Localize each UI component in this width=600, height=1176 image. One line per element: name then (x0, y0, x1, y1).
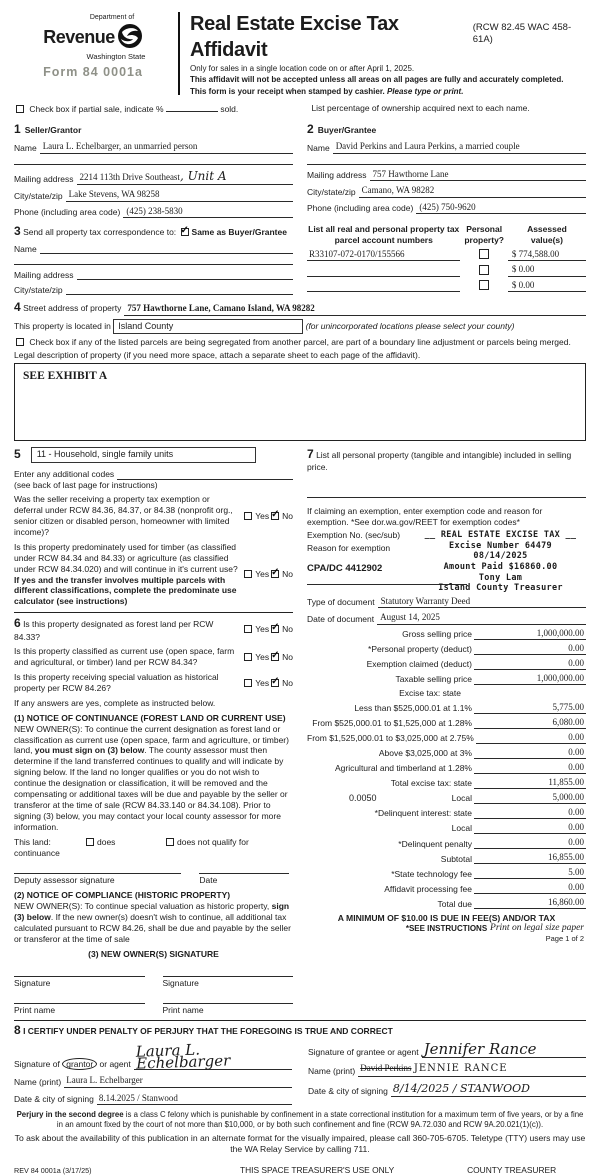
grantee-signature-handwriting: Jennifer Rance (423, 1040, 537, 1059)
exemption-deferral-question: Was the seller receiving a property tax exemption or deferral under RCW 84.36, 84.37, or 84.38 (nonprofit org., senior citizen or disabled person, homeowner with limited income)? (14, 494, 233, 538)
fee-amount-field[interactable]: 1,000,000.00 (474, 673, 586, 686)
excise-tax-state-header: Excise tax: state (399, 688, 461, 699)
personal-property-list-label: List all personal property (tangible and intangible) included in selling price. (307, 450, 572, 473)
fee-row (307, 762, 586, 775)
fee-label: *Delinquent interest: state (374, 808, 472, 819)
seller-name-line-2[interactable] (14, 154, 293, 165)
assessed-value-field[interactable]: $ 0.00 (508, 264, 586, 277)
historic-property-answer: Yes ✓ No (242, 678, 293, 689)
header-divider (178, 12, 180, 95)
buyer-city-label: City/state/zip (307, 186, 356, 197)
notice-continuance-body: NEW OWNER(S): To continue the current designation as forest land or classification as current use (open space, farm and agriculture, or timber) land, you must sign on (3) below. The county assessor must then determine if the land transferred continues to qualify and will indicate by signing below. If the land no longer qualifies or you do not wish to continue the designation or classification, it will be removed and the compensating or additional taxes will be due and payable by the seller or transferor at the time of sale (RCW 84.33.140 or 84.34.108). Prior to signing (3) below, you may contact your local county assessor for more information. (14, 723, 289, 832)
section-8-number: 8 (14, 1023, 21, 1038)
parcel-row (307, 249, 586, 262)
personal-property-col-header: Personal property? (464, 224, 504, 245)
notice-compliance-title: (2) NOTICE OF COMPLIANCE (HISTORIC PROPERTY) (14, 890, 231, 901)
no-checkbox[interactable] (271, 570, 279, 578)
corr-mailing-label: Mailing address (14, 269, 74, 280)
additional-codes-field[interactable] (117, 469, 293, 480)
parcel-number-field[interactable] (307, 281, 460, 292)
fee-label: Above $3,025,000 at 3% (378, 748, 472, 759)
footer-row (14, 1165, 586, 1176)
corr-name-label: Name (14, 243, 37, 254)
yes-checkbox[interactable] (244, 625, 252, 633)
county-treasurer-label: COUNTY TREASURER (467, 1164, 557, 1175)
segregated-label: Check box if any of the listed parcels are being segregated from another parcel, are part of a boundary line adjustment or parcels being merged. (29, 337, 571, 348)
corr-mailing-field[interactable] (77, 269, 293, 280)
fee-row (307, 867, 586, 880)
rev-number: REV 84 0001a (3/17/25) (14, 1165, 92, 1175)
title-rcw-ref: (RCW 82.45 WAC 458-61A) (472, 22, 572, 46)
dept-of-label: Department of (89, 14, 135, 21)
exemption-no-label: Exemption No. (sec/sub) (307, 530, 401, 540)
section-2-title: Buyer/Grantee (317, 124, 377, 135)
fee-label: Local (451, 793, 472, 804)
grantor-circled-word: grantor (62, 1058, 97, 1070)
fee-label: Total excise tax: state (390, 778, 472, 789)
seller-phone-label: Phone (including area code) (14, 207, 121, 218)
tax-correspondence-section (14, 222, 293, 295)
fee-label: Less than $525,000.01 at 1.1% (354, 703, 472, 714)
fee-row (307, 658, 586, 671)
parcel-row (307, 264, 586, 277)
cpa-dc-number: CPA/DC 4412902 (307, 562, 383, 574)
does-qualify-checkbox[interactable] (86, 838, 94, 846)
new-owner-print-name-field-1[interactable]: Print name (14, 1003, 145, 1016)
use-classification-column (14, 447, 293, 1016)
assessed-value-col-header: Assessed value(s) (527, 224, 567, 245)
fee-row (307, 897, 586, 910)
notice-compliance-body: NEW OWNER(S): To continue special valuation as historic property, sign (3) below. If the new owner(s) doesn't wish to continue, all additional tax calculated pursuant to RCW 84.26, shall be due and payable by the seller or transferor at the time of sale (14, 900, 291, 944)
timber-agriculture-question: Is this property predominately used for timber (as classified under RCW 84.34 and 84.33) or agriculture (as classified under RCW 84.34.020) and will continue in it's current use? If yes and the transfer involves multiple parcels with different classifications, complete the predominate use calculator (see instructions) (14, 541, 238, 607)
fee-amount-field[interactable]: 0.00 (474, 658, 586, 671)
section-7-number: 7 (307, 447, 314, 462)
current-use-question: Is this property classified as current use (open space, farm and agricultural, or timber) land per RCW 84.34? (14, 646, 235, 668)
fee-label: Taxable selling price (395, 674, 472, 685)
fee-row (307, 732, 586, 745)
fee-amount-field[interactable]: 16,860.00 (474, 897, 586, 910)
grantee-date-city-label: Date & city of signing (308, 1086, 388, 1097)
buyer-city-field[interactable]: Camano, WA 98282 (359, 185, 586, 198)
grantee-print-name-label: Name (print) (308, 1066, 356, 1077)
perjury-notice: Perjury in the second degree is a class C felony which is punishable by confinement in a state correctional institution for a maximum term of five years, or by a fine in an amount fixed by the court of not more than $10,000, or by both such confinement and fine (RCW 9A.72.030 and RCW 9A.20.021(1)(c)). (16, 1110, 584, 1130)
grantee-date-city-field[interactable] (391, 1082, 586, 1097)
fee-amount-field[interactable]: 11,855.00 (474, 777, 586, 790)
buyer-section (307, 119, 586, 218)
seller-section (14, 119, 293, 218)
header (14, 10, 586, 97)
treasurer-stamp (415, 530, 586, 594)
header-note-2: This affidavit will not be accepted unless all areas on all pages are fully and accurately completed. (190, 75, 564, 85)
revenue-wordmark: Revenue (43, 26, 115, 47)
fee-row (307, 792, 586, 805)
parcel-number-field[interactable]: R33107-072-0170/155566 (307, 249, 460, 262)
assessed-value-field[interactable]: $ 774,588.00 (508, 249, 586, 262)
buyer-name-field[interactable]: David Perkins and Laura Perkins, a married couple (333, 141, 586, 154)
grantee-date-handwriting: 8/14/2025 / STANWOOD (392, 1082, 530, 1096)
property-location-section (14, 300, 586, 441)
current-use-answer: Yes ✓ No (242, 652, 293, 663)
fee-label: From $525,000.01 to $1,525,000 at 1.28% (312, 718, 472, 729)
grantor-signature-handwriting: Laura L. Echelbarger (135, 1040, 231, 1074)
print-instructions (490, 922, 584, 944)
section-3-number: 3 (14, 224, 21, 239)
seller-phone-field[interactable]: (425) 238-5830 (123, 206, 293, 219)
grantor-signature-block (14, 1038, 292, 1105)
header-note-3: This form is your receipt when stamped by cashier. Please type or print. (190, 86, 464, 96)
see-instructions-note: *SEE INSTRUCTIONS (405, 924, 488, 934)
fee-row (307, 643, 586, 656)
fee-row (307, 747, 586, 760)
fee-row (307, 717, 586, 730)
timber-agriculture-answer: Yes ✓ No (242, 569, 293, 580)
legal-description-value: SEE EXHIBIT A (23, 370, 108, 383)
fee-row (307, 807, 586, 820)
page-title: Real Estate Excise Tax Affidavit (190, 13, 399, 61)
seller-name-field[interactable]: Laura L. Echelbarger, an unmarried person (40, 141, 293, 154)
buyer-phone-field[interactable]: (425) 750-9620 (416, 202, 586, 215)
certify-statement: I CERTIFY UNDER PENALTY OF PERJURY THAT THE FOREGOING IS TRUE AND CORRECT (23, 1026, 393, 1037)
fee-amount-field[interactable]: 5,775.00 (474, 702, 586, 715)
treasurer-use-only-label: THIS SPACE TREASURER'S USE ONLY (240, 1164, 395, 1175)
fee-label: *State technology fee (391, 868, 472, 879)
washington-state-label: Washington State (86, 51, 146, 61)
grantee-signature-field[interactable] (422, 1040, 586, 1059)
section-4-number: 4 (14, 300, 21, 315)
seller-city-label: City/state/zip (14, 190, 63, 201)
fee-row (307, 673, 586, 686)
type-of-document-label: Type of document (307, 597, 375, 608)
personal-property-checkbox[interactable] (479, 280, 489, 290)
fee-label: *Personal property (deduct) (368, 644, 472, 655)
reason-for-exemption-label: Reason for exemption (307, 542, 391, 553)
accessibility-notice: To ask about the availability of this publication in an alternate format for the visually impaired, please call 360-705-6705. Teletype (TTY) users may use the WA Relay Service by calling 711. (14, 1132, 586, 1154)
stamp-excise-number: Excise Number 64479 (449, 540, 552, 551)
seller-mailing-label: Mailing address (14, 174, 74, 185)
seller-unit-handwriting: , Unit A (179, 168, 227, 183)
fee-amount-field[interactable]: 0.00 (474, 822, 586, 835)
assessed-value-field[interactable]: $ 0.00 (508, 280, 586, 293)
personal-property-checkbox[interactable] (479, 249, 489, 259)
section-6-number: 6 (14, 616, 21, 631)
grantee-name-handwriting: JENNIE RANCE (413, 1063, 508, 1075)
fee-amount-field[interactable]: 0.00 (474, 837, 586, 850)
forest-land-question: Is this property designated as forest land per RCW 84.33? (14, 619, 214, 642)
ownership-note: List percentage of ownership acquired next to each name. (311, 102, 530, 113)
fee-table (307, 628, 586, 910)
correspondence-label: Send all property tax correspondence to: (23, 227, 177, 238)
fee-amount-field[interactable]: 5.00 (474, 867, 586, 880)
buyer-name-label: Name (307, 142, 330, 153)
section-5-number: 5 (14, 447, 21, 462)
new-owner-print-name-field-2[interactable]: Print name (163, 1003, 294, 1016)
form-number: Form 84 0001a (43, 65, 143, 80)
notice-continuance-title: (1) NOTICE OF CONTINUANCE (FOREST LAND OR CURRENT USE) (14, 712, 286, 723)
forest-land-answer: Yes ✓ No (242, 624, 293, 635)
fee-label: Affidavit processing fee (384, 883, 472, 894)
fee-row (307, 837, 586, 850)
fee-amount-field[interactable]: 5,000.00 (474, 792, 586, 805)
located-in-label: This property is located in (14, 320, 111, 331)
grantee-print-name-field[interactable] (358, 1063, 586, 1077)
does-label: does (97, 837, 116, 848)
buyer-mailing-field[interactable]: 757 Hawthorne Lane (370, 169, 586, 182)
county-select[interactable]: Island County (113, 319, 303, 335)
new-owners-signature-title: (3) NEW OWNER(S) SIGNATURE (88, 949, 219, 960)
no-checkbox[interactable] (271, 512, 279, 520)
fee-amount-field[interactable]: 0.00 (474, 882, 586, 895)
seller-mailing-field[interactable]: 2214 113th Drive Southeast, Unit A (77, 169, 293, 185)
legal-description-box[interactable] (14, 363, 586, 441)
fee-label: Exemption claimed (deduct) (366, 659, 472, 670)
grantor-signature-field[interactable] (134, 1040, 292, 1074)
partial-sale-sold-label: sold. (220, 103, 239, 114)
deputy-assessor-date-field[interactable]: Date (199, 873, 288, 886)
fee-amount-field[interactable]: 0.00 (476, 732, 586, 745)
same-as-buyer-checkbox[interactable] (181, 228, 189, 236)
fee-row (307, 852, 586, 865)
additional-codes-note: (see back of last page for instructions) (14, 479, 158, 490)
corr-name-line-2[interactable] (14, 254, 293, 265)
fee-amount-field[interactable]: 16,855.00 (474, 852, 586, 865)
fee-amount-field[interactable]: 1,000,000.00 (474, 628, 586, 641)
buyer-mailing-label: Mailing address (307, 170, 367, 181)
land-use-code-select[interactable]: 11 - Household, single family units (31, 447, 256, 463)
stamp-title: __ REAL ESTATE EXCISE TAX __ (424, 530, 577, 540)
grantee-name-struck: David Perkins (360, 1063, 412, 1074)
yes-checkbox[interactable] (244, 653, 252, 661)
dor-swirl-icon (117, 23, 143, 52)
exemption-deferral-answer: Yes ✓ No (242, 511, 293, 522)
dor-logo-block (14, 10, 172, 97)
no-checkbox[interactable] (271, 679, 279, 687)
no-checkbox[interactable] (271, 653, 279, 661)
same-as-buyer-label: Same as Buyer/Grantee (191, 227, 287, 238)
fee-label: Agricultural and timberland at 1.28% (334, 763, 472, 774)
fee-amount-field[interactable]: 0.00 (474, 747, 586, 760)
page-indicator: Page 1 of 2 (545, 934, 584, 944)
new-owner-signature-field-2[interactable]: Signature (163, 976, 294, 989)
fee-label: *Delinquent penalty (398, 838, 472, 849)
no-checkbox[interactable] (271, 625, 279, 633)
additional-codes-label: Enter any additional codes (14, 468, 115, 479)
grantor-signature-label: Signature of grantor or agent (14, 1059, 131, 1070)
section-1-number: 1 (14, 121, 21, 136)
corr-city-field[interactable] (66, 284, 293, 295)
grantor-print-name-field[interactable]: Laura L. Echelbarger (64, 1075, 292, 1088)
fee-row (307, 628, 586, 641)
exemption-note: If claiming an exemption, enter exemption code and reason for exemption. *See dor.wa.gov/REET for exemption codes* (307, 506, 543, 528)
street-address-label: Street address of property (23, 303, 122, 314)
buyer-name-line-2[interactable] (307, 154, 586, 165)
historic-property-question: Is this property receiving special valuation as historical property per RCW 84.26? (14, 672, 219, 694)
parcel-row (307, 280, 586, 293)
legal-description-label: Legal description of property (if you need more space, attach a separate sheet to each page of the affidavit). (14, 350, 421, 361)
county-note: (for unincorporated locations please select your county) (305, 320, 515, 331)
deputy-assessor-signature-field[interactable]: Deputy assessor signature (14, 873, 181, 886)
new-owner-signature-field-1[interactable]: Signature (14, 976, 145, 989)
type-of-document-field[interactable]: Statutory Warranty Deed (378, 596, 586, 609)
fee-row (307, 777, 586, 790)
does-not-label: does not qualify for (177, 837, 249, 848)
fee-amount-field[interactable]: 0.00 (474, 762, 586, 775)
fee-label: Gross selling price (402, 629, 472, 640)
fee-row (307, 882, 586, 895)
date-of-document-field[interactable]: August 14, 2025 (377, 612, 586, 625)
does-not-qualify-checkbox[interactable] (166, 838, 174, 846)
personal-property-list-field[interactable] (307, 487, 586, 498)
yes-checkbox[interactable] (244, 679, 252, 687)
fee-label: From $1,525,000.01 to $3,025,000 at 2.75% (307, 733, 474, 744)
parcel-number-field[interactable] (307, 266, 460, 277)
grantee-signature-block (308, 1038, 586, 1105)
corr-name-field[interactable] (40, 243, 293, 254)
yes-checkbox[interactable] (244, 570, 252, 578)
fee-label: Local (451, 823, 472, 834)
section-1-title: Seller/Grantor (24, 124, 82, 135)
header-note-1: Only for sales in a single location code on or after April 1, 2025. (190, 64, 415, 74)
local-rate-value: 0.0050 (349, 792, 377, 803)
parcel-table (307, 222, 586, 295)
grantee-signature-label: Signature of grantee or agent (308, 1047, 419, 1058)
corr-city-label: City/state/zip (14, 284, 63, 295)
segregated-checkbox[interactable] (16, 338, 24, 346)
date-of-document-label: Date of document (307, 613, 375, 624)
minimum-due-note: A MINIMUM OF $10.00 IS DUE IN FEE(S) AND/OR TAX (337, 913, 556, 924)
certification-section (14, 1020, 586, 1105)
legal-size-note: Print on legal size paper (490, 923, 584, 934)
stamp-treasurer-title: Island County Treasurer (438, 583, 563, 594)
parcel-col-header: List all real and personal property tax parcel account numbers (308, 224, 460, 245)
forest-land-section (14, 612, 293, 694)
if-yes-note: If any answers are yes, complete as instructed below. (14, 697, 216, 708)
grantor-print-name-label: Name (print) (14, 1076, 62, 1087)
fee-amount-field[interactable]: 6,080.00 (474, 717, 586, 730)
buyer-phone-label: Phone (including area code) (307, 203, 414, 214)
partial-sale-percent-field[interactable] (166, 103, 218, 112)
seller-name-label: Name (14, 142, 37, 153)
fee-row (307, 702, 586, 715)
seller-city-field[interactable]: Lake Stevens, WA 98258 (66, 189, 293, 202)
stamp-cashier-name: Tony Lam (478, 572, 523, 583)
partial-sale-row (14, 103, 311, 115)
stamp-date: 08/14/2025 (473, 551, 528, 562)
grantor-date-city-field[interactable]: 8.14.2025 / Stanwood (97, 1093, 292, 1106)
this-land-label: This land: continuance (14, 837, 60, 859)
grantor-date-city-label: Date & city of signing (14, 1094, 94, 1105)
stamp-amount-paid: Amount Paid $16860.00 (443, 561, 558, 572)
yes-checkbox[interactable] (244, 512, 252, 520)
personal-property-checkbox[interactable] (479, 265, 489, 275)
fee-label: Total due (437, 898, 472, 909)
section-2-number: 2 (307, 121, 314, 136)
fee-amount-field[interactable]: 0.00 (474, 643, 586, 656)
street-address-field[interactable]: 757 Hawthorne Lane, Camano Island, WA 98282 (124, 303, 586, 316)
fee-label: Subtotal (440, 853, 472, 864)
partial-sale-label: Check box if partial sale, indicate % (29, 103, 164, 114)
partial-sale-checkbox[interactable] (16, 105, 24, 113)
fee-amount-field[interactable]: 0.00 (474, 807, 586, 820)
fee-row (307, 822, 586, 835)
